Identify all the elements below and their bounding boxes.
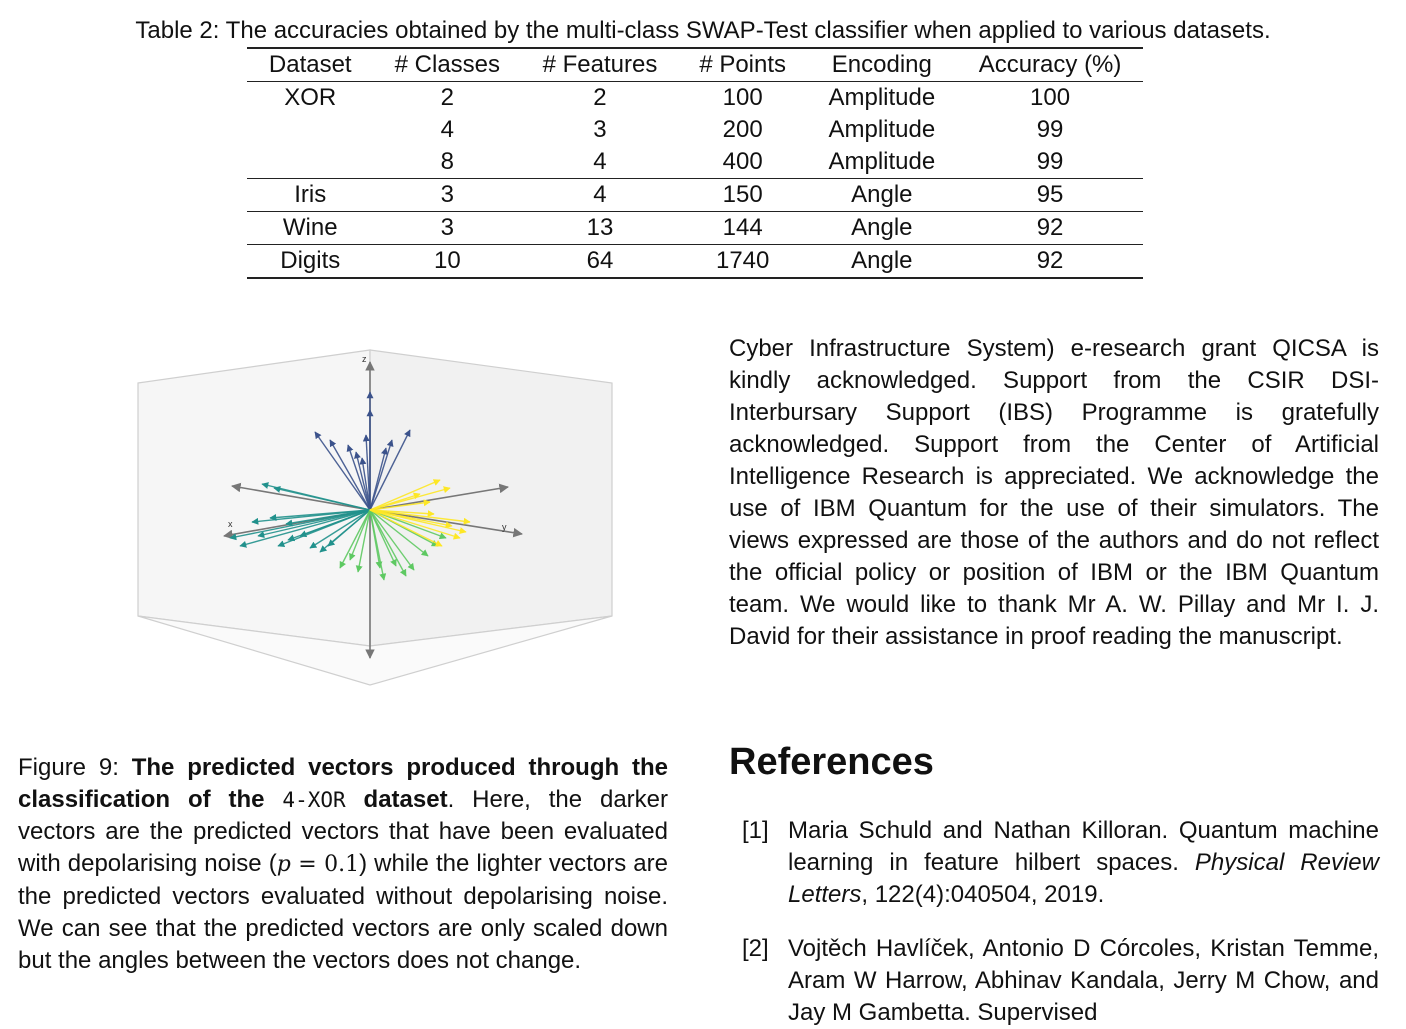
figure-caption-bold-1: The predicted vectors produced through the classification of the — [18, 754, 668, 813]
header-classes: # Classes — [374, 48, 522, 82]
reference-authors: Vojtěch Havlíček, Antonio D Córcoles, Kristan Temme, Aram W Harrow, Abhinav Kandala, Jerry M Chow, and Jay M Gambetta. Supervised — [788, 935, 1379, 1026]
reference-details: , 122(4):040504, 2019. — [861, 881, 1105, 908]
table-caption: Table 2: The accuracies obtained by the multi-class SWAP-Test classifier when applied to various datasets. — [135, 17, 1271, 44]
cell-accuracy: 99 — [1036, 116, 1064, 143]
cell-points: 200 — [722, 116, 763, 143]
cell-encoding: Amplitude — [828, 148, 936, 175]
header-dataset: Dataset — [247, 48, 374, 82]
z-axis-label: z — [362, 354, 367, 364]
acknowledgement-paragraph: Cyber Infrastructure System) e-research grant QICSA is kindly acknowledged. Support from the CSIR DSI-Interbursary Support (IBS) Programme is gratefully acknowledged. Support from the Center of Artificial Intelligence Research is appreciated. We acknowledge the use of IBM Quantum for the use of their simulators. The views expressed are those of the authors and do not reflect the official policy or position of IBM or the IBM Quantum team. We would like to thank Mr A. W. Pillay and Mr I. J. David for their assistance in proof reading the manuscript. — [729, 335, 1379, 650]
cell-points: 400 — [722, 148, 763, 175]
cell-accuracy: 92 — [957, 245, 1143, 279]
figure-caption-prefix: Figure 9: — [18, 754, 132, 781]
cell-accuracy: 95 — [957, 179, 1143, 212]
x-axis-label: x — [228, 519, 233, 529]
figure-caption-math-p: p — [276, 852, 291, 877]
figure-caption-code: 4-XOR — [282, 788, 346, 812]
reference-body — [788, 933, 1379, 1029]
cell-encoding: Amplitude — [828, 116, 936, 143]
table-row — [247, 82, 1143, 115]
reference-item — [742, 933, 1379, 1029]
cell-features: 13 — [521, 212, 679, 245]
cell-encoding: Angle — [807, 179, 958, 212]
cell-classes: 3 — [374, 179, 522, 212]
results-table — [247, 47, 1143, 279]
figure-caption-bold-2: dataset — [345, 786, 448, 813]
cell-features: 2 — [593, 84, 607, 111]
header-accuracy: Accuracy (%) — [957, 48, 1143, 82]
cell-classes: 8 — [440, 148, 455, 175]
cell-classes: 2 — [440, 84, 455, 111]
cell-encoding: Angle — [807, 245, 958, 279]
cell-encoding: Amplitude — [828, 84, 936, 111]
figure-9 — [120, 340, 640, 700]
table-row — [247, 245, 1143, 279]
cell-features: 3 — [593, 116, 607, 143]
cell-dataset: Wine — [247, 212, 374, 245]
cell-encoding: Angle — [807, 212, 958, 245]
cell-classes: 4 — [440, 116, 455, 143]
figure-caption — [18, 752, 668, 977]
figure-caption-math-eq: = 0.1 — [290, 852, 360, 877]
table-row — [247, 146, 1143, 179]
header-points: # Points — [679, 48, 807, 82]
table-row — [247, 179, 1143, 212]
reference-body — [788, 815, 1379, 911]
cell-dataset — [247, 114, 374, 146]
cell-dataset: XOR — [284, 84, 337, 111]
y-axis-label: y — [502, 522, 507, 532]
reference-authors: Maria Schuld and Nathan Killoran. Quantum machine learning in feature hilbert spaces. — [788, 817, 1379, 876]
cell-features: 4 — [521, 179, 679, 212]
cell-accuracy: 92 — [957, 212, 1143, 245]
cell-dataset — [247, 146, 374, 179]
table-row — [247, 212, 1143, 245]
cell-accuracy: 99 — [1036, 148, 1064, 175]
cell-classes: 10 — [374, 245, 522, 279]
references-heading: References — [729, 741, 934, 783]
header-features: # Features — [521, 48, 679, 82]
cell-dataset: Digits — [247, 245, 374, 279]
reference-journal: Physical Review Letters — [788, 849, 1379, 908]
figure-caption-text-1: . Here, the darker vectors are the predicted vectors that have been evaluated with depolarising noise ( — [18, 786, 669, 877]
table-header-row — [247, 48, 1143, 82]
figure-caption-text-2: ) while the lighter vectors are the predicted vectors evaluated without depolarising noise. We can see that the predicted vectors are only scaled down but the angles between the vectors does not change. — [18, 850, 668, 974]
cell-points: 100 — [722, 84, 763, 111]
cell-features: 4 — [593, 148, 607, 175]
reference-number: [2] — [742, 935, 769, 962]
cell-points: 150 — [679, 179, 807, 212]
reference-number: [1] — [742, 817, 769, 844]
header-encoding: Encoding — [807, 48, 958, 82]
cell-features: 64 — [521, 245, 679, 279]
cell-points: 144 — [679, 212, 807, 245]
reference-item — [742, 815, 1379, 911]
table-row — [247, 114, 1143, 146]
cell-points: 1740 — [679, 245, 807, 279]
cell-accuracy: 100 — [1030, 84, 1071, 111]
cell-dataset: Iris — [247, 179, 374, 212]
vector-plot — [120, 340, 640, 700]
cell-classes: 3 — [374, 212, 522, 245]
